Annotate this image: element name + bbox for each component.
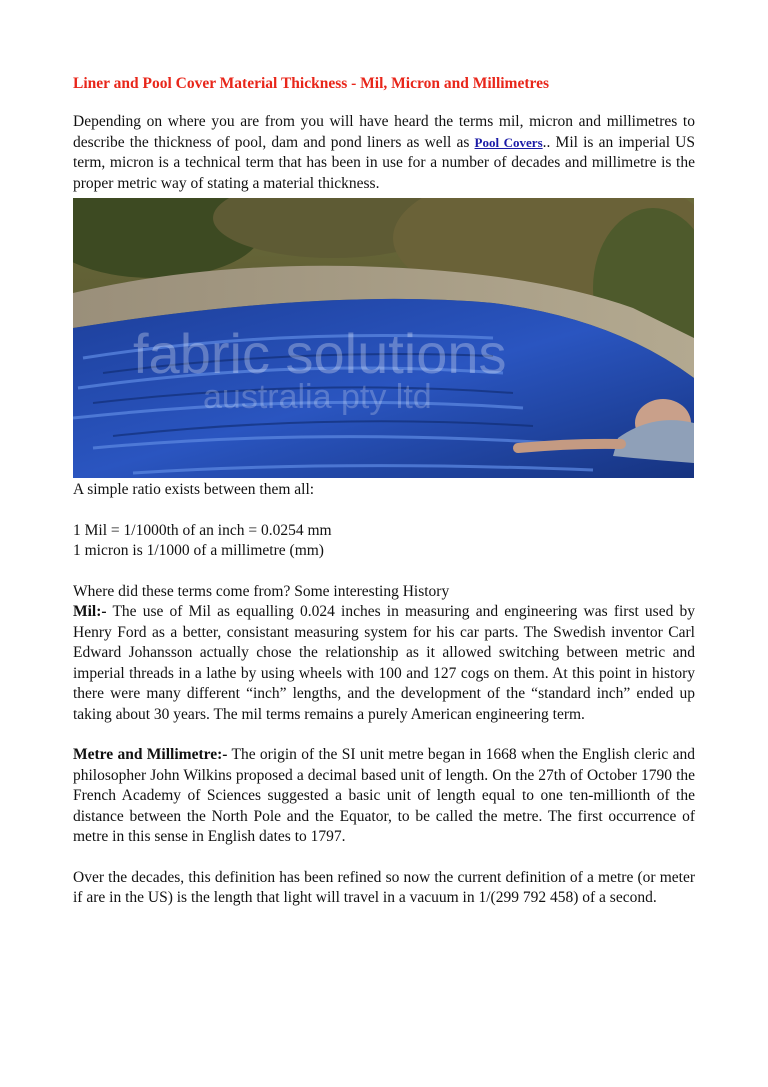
intro-text-continued: .. Mil is an imperial US term, micron is a technical term that has been in use for a number of decades and millimetre is the proper metric way of stating a material thickness. — [73, 133, 695, 192]
mil-paragraph — [73, 602, 695, 725]
pool-cover-photo — [73, 198, 694, 478]
watermark-text: fabric solutions — [133, 322, 507, 385]
page-title: Liner and Pool Cover Material Thickness - Mil, Micron and Millimetres — [73, 75, 550, 92]
ratio-intro: A simple ratio exists between them all: — [73, 481, 315, 498]
metre-paragraph — [73, 745, 695, 848]
watermark-subtext: australia pty ltd — [203, 378, 432, 416]
mil-label: Mil:- — [73, 603, 107, 620]
intro-paragraph — [73, 112, 695, 194]
pool-covers-link[interactable]: Pool Covers — [474, 134, 543, 150]
history-heading: Where did these terms come from? Some interesting History — [73, 582, 450, 600]
document-page — [73, 74, 695, 909]
metre-label: Metre and Millimetre:- — [73, 746, 228, 763]
decades-paragraph: Over the decades, this definition has been refined so now the current definition of a metre (or meter if are in the US) is the length that light will travel in a vacuum in 1/(299 792 458) of a second. — [73, 868, 695, 906]
intro-text: Depending on where you are from you will have heard the terms mil, micron and millimetres to describe the thickness of pool, dam and pond liners as well as — [73, 113, 695, 151]
metre-text: The origin of the SI unit metre began in 1668 when the English cleric and philosopher John Wilkins proposed a decimal based unit of length. On the 27th of October 1790 the French Academy of Sciences suggested a basic unit of length equal to one ten-millionth of the distance between the North Pole and the Equator, to be called the metre. The first occurrence of metre in this sense in English dates to 1797. — [73, 746, 695, 845]
ratio-micron: 1 micron is 1/1000 of a millimetre (mm) — [73, 542, 324, 559]
ratio-mil: 1 Mil = 1/1000th of an inch = 0.0254 mm — [73, 521, 332, 539]
mil-text: The use of Mil as equalling 0.024 inches in measuring and engineering was first used by Henry Ford as a better, consistant measuring system for his car parts. The Swedish inventor Carl Edward Johansson actually chose the relationship as it allowed switching between metric and imperial threads in a lathe by using wheels with 100 and 127 cogs on them. At this point in history there were many different “inch” lengths, and the development of the “standard inch” ended up taking about 30 years. The mil terms remains a purely American engineering term. — [73, 603, 695, 723]
